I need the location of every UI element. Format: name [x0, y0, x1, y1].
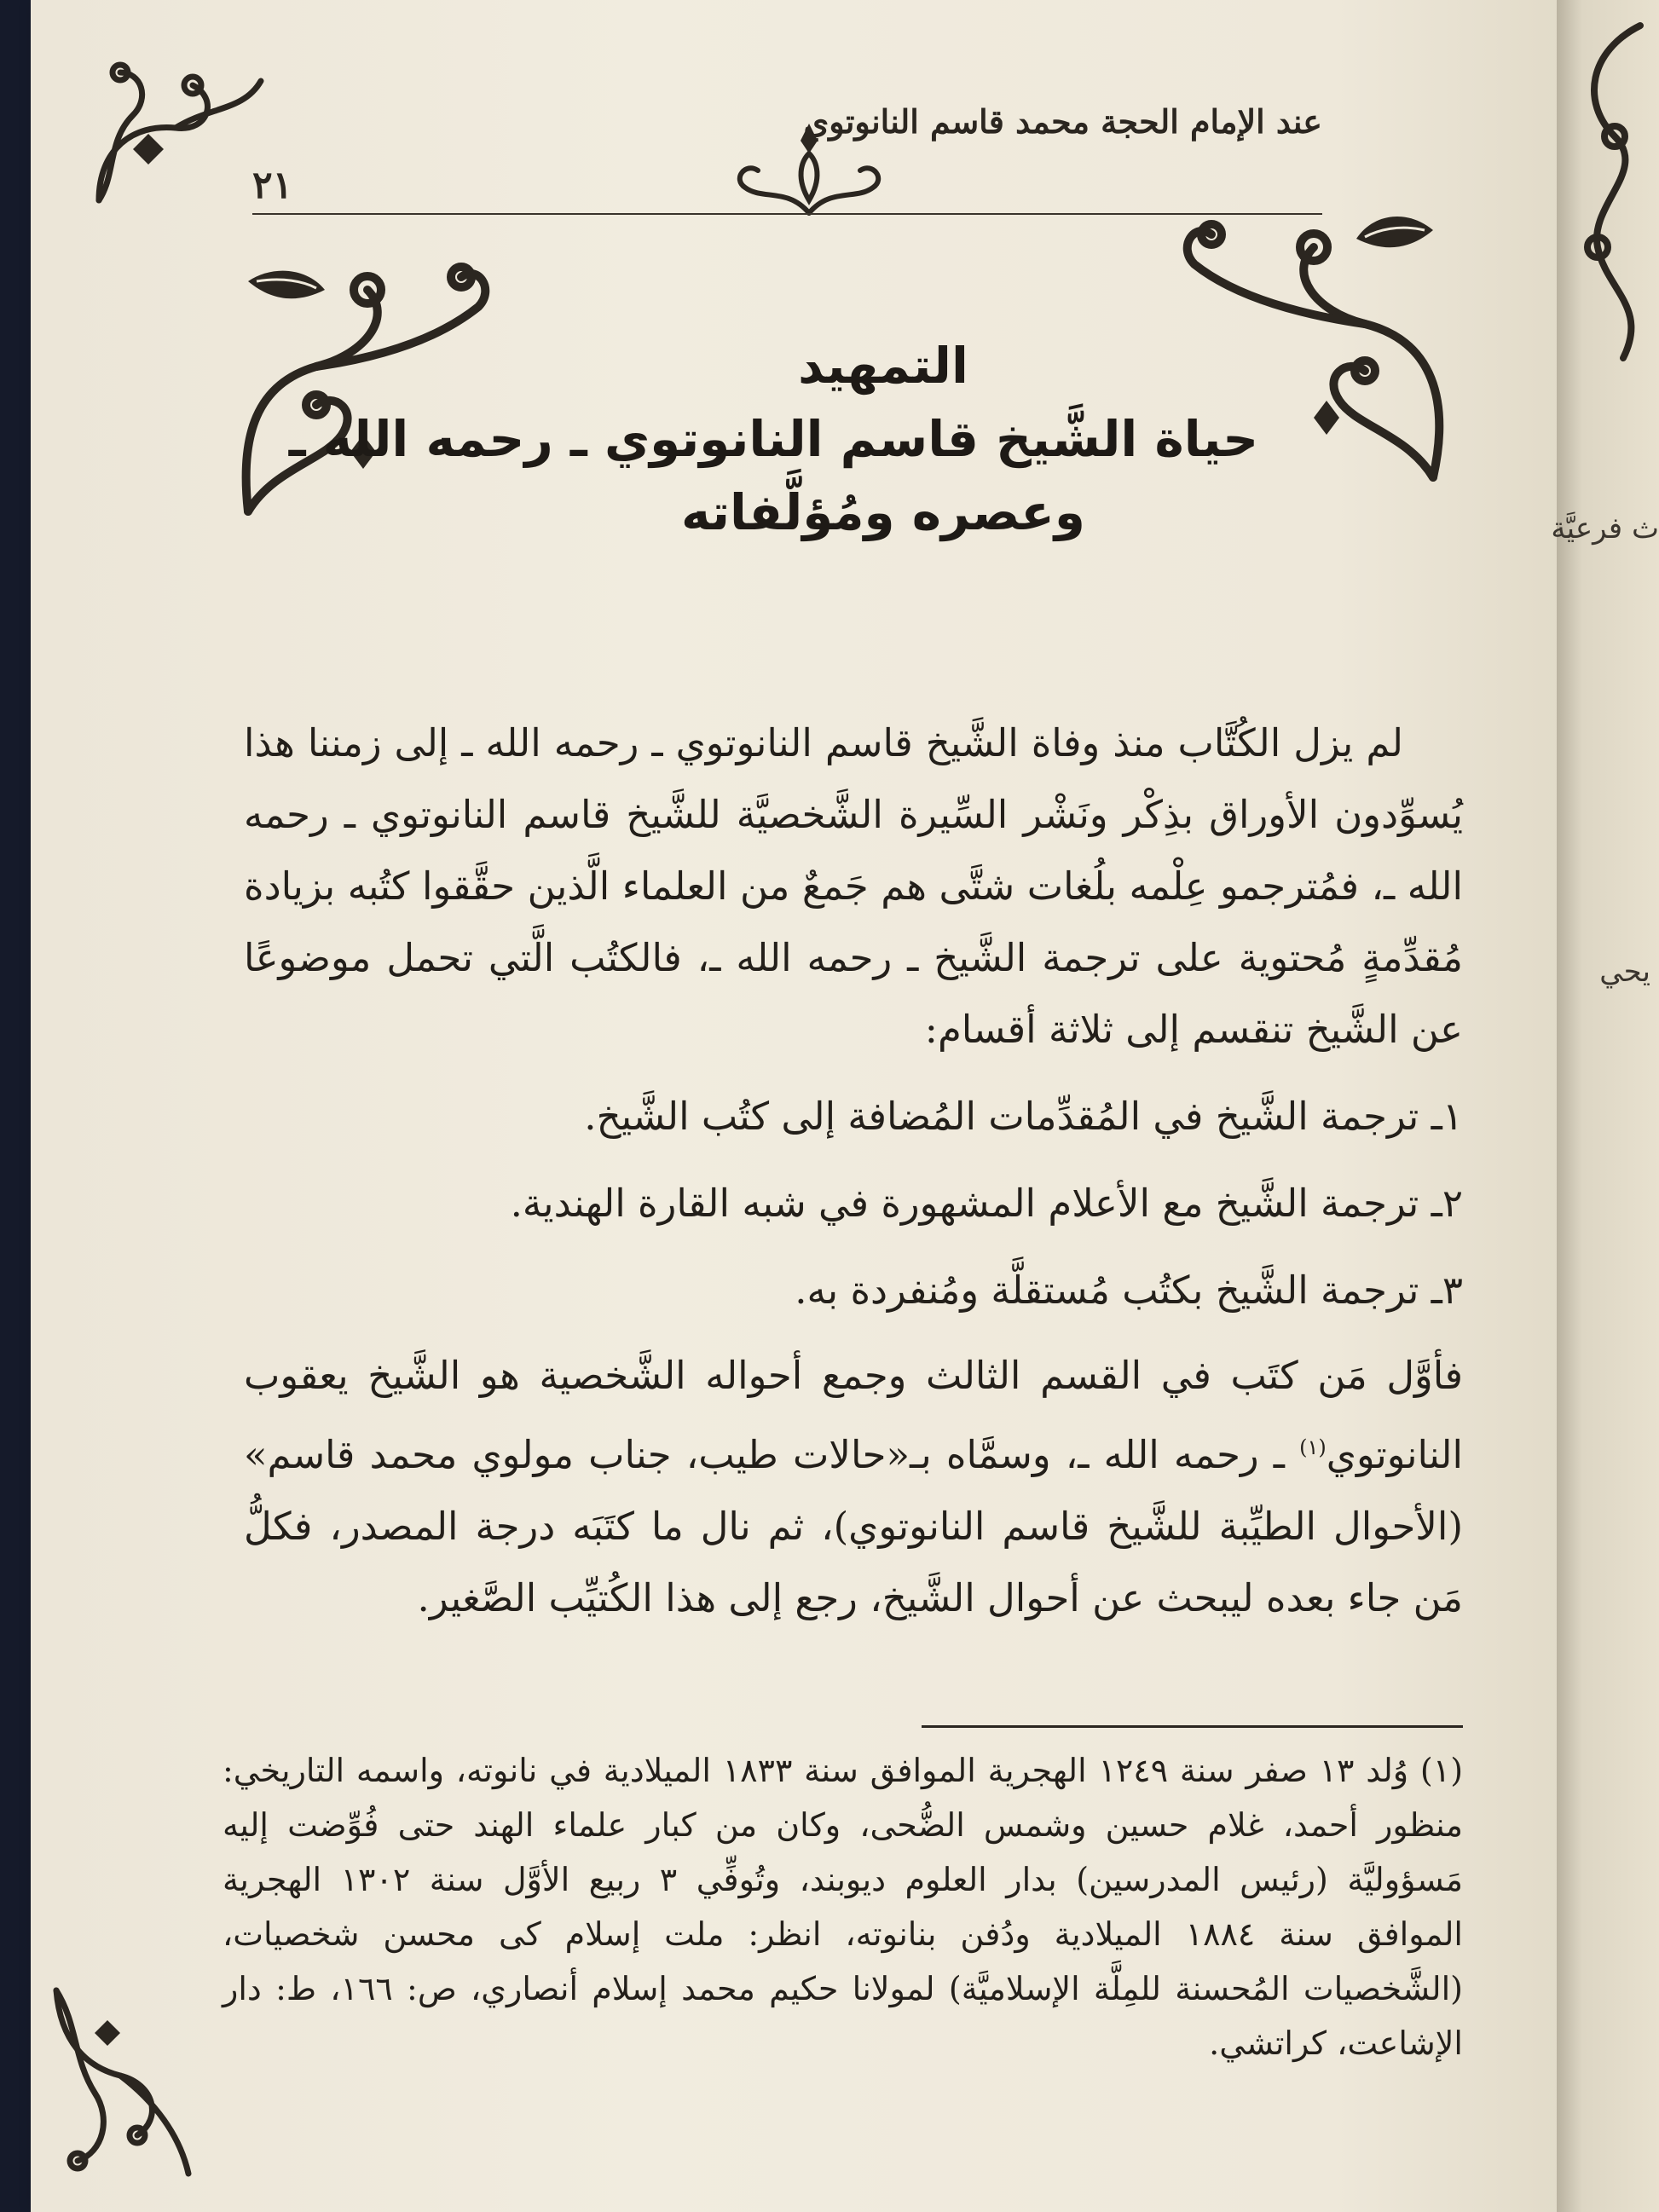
footnote-divider — [922, 1725, 1463, 1728]
second-paragraph-part2: ـ رحمه الله ـ، وسمَّاه بـ«حالات طيب، جناب مولوي محمد قاسم» (الأحوال الطيِّبة للشَّيخ قاسم النانوتوي)، ثم نال ما كتَبَه درجة المصدر، فكلُّ مَن جاء بعده ليبحث عن أحوال الشَّيخ، رجع إلى هذا الكُتيِّب الصَّغير. — [244, 1432, 1463, 1620]
footnote-reference: (١) — [1299, 1435, 1327, 1459]
second-paragraph — [244, 1340, 1463, 1634]
chapter-heading: التمهيد — [798, 337, 968, 395]
running-header: عند الإمام الحجة محمد قاسم النانوتوي — [803, 102, 1322, 141]
corner-ornament-bottom-left — [35, 1973, 205, 2186]
adjacent-page-edge — [1551, 0, 1659, 2212]
body-text — [244, 707, 1463, 1634]
adjacent-page-text-1: ث فرعيَّة — [1551, 511, 1659, 546]
list-item-1: ١ـ ترجمة الشَّيخ في المُقدِّمات المُضافة إلى كتُب الشَّيخ. — [584, 1094, 1463, 1139]
chapter-title — [288, 337, 1258, 541]
chapter-subtitle-line2: وعصره ومُؤلَّفاته — [681, 483, 1085, 541]
footnote — [223, 1743, 1463, 2071]
adjacent-page-ornament — [1564, 17, 1657, 375]
list-item-2: ٢ـ ترجمة الشَّيخ مع الأعلام المشهورة في شبه القارة الهندية. — [510, 1181, 1463, 1226]
footnote-text: (١) وُلد ١٣ صفر سنة ١٢٤٩ الهجرية الموافق سنة ١٨٣٣ الميلادية في نانوته، واسمه التاريخي: منظور أحمد، غلام حسين وشمس الضُّحى، وكان من كبار علماء الهند حتى فُوِّضت إليه مَسؤوليَّة (رئيس المدرسين) بدار العلوم ديوبند، وتُوفِّي ٣ ربيع الأوَّل سنة ١٣٠٢ الهجرية الموافق سنة ١٨٨٤ الميلادية ودُفن بنانوته، انظر: ملت إسلام كى محسن شخصيات، (الشَّخصيات المُحسنة للمِلَّة الإسلاميَّة) لمولانا حكيم محمد إسلام أنصاري، ص: ١٦٦، ط: دار الإشاعت، كراتشي. — [223, 1752, 1464, 2062]
second-paragraph-part1: فأوَّل مَن كتَب في القسم الثالث وجمع أحواله الشَّخصية هو الشَّيخ يعقوب النانوتوي — [244, 1353, 1463, 1477]
corner-ornament-top-left — [82, 47, 278, 217]
adjacent-page-text-2: يحي — [1599, 955, 1650, 989]
intro-paragraph: لم يزل الكُتَّاب منذ وفاة الشَّيخ قاسم النانوتوي ـ رحمه الله ـ إلى زمننا هذا يُسوِّدون الأوراق بذِكْر ونَشْر السِّيرة الشَّخصيَّة للشَّيخ قاسم النانوتوي ـ رحمه الله ـ، فمُترجمو عِلْمه بلُغات شتَّى هم جَمعٌ من العلماء الَّذين حقَّقوا كتُبه بزيادة مُقدِّمةٍ مُحتوية على ترجمة الشَّيخ ـ رحمه الله ـ، فالكتُب الَّتي تحمل موضوعًا عن الشَّيخ تنقسم إلى ثلاثة أقسام: — [244, 720, 1463, 1052]
book-page — [31, 0, 1561, 2212]
page-number: ٢١ — [252, 164, 293, 207]
title-ornament-left — [223, 247, 512, 520]
chapter-subtitle-line1: حياة الشَّيخ قاسم النانوتوي ـ رحمه الله ـ — [288, 410, 1258, 468]
list-item-3: ٣ـ ترجمة الشَّيخ بكتُب مُستقلَّة ومُنفردة به. — [795, 1268, 1463, 1313]
